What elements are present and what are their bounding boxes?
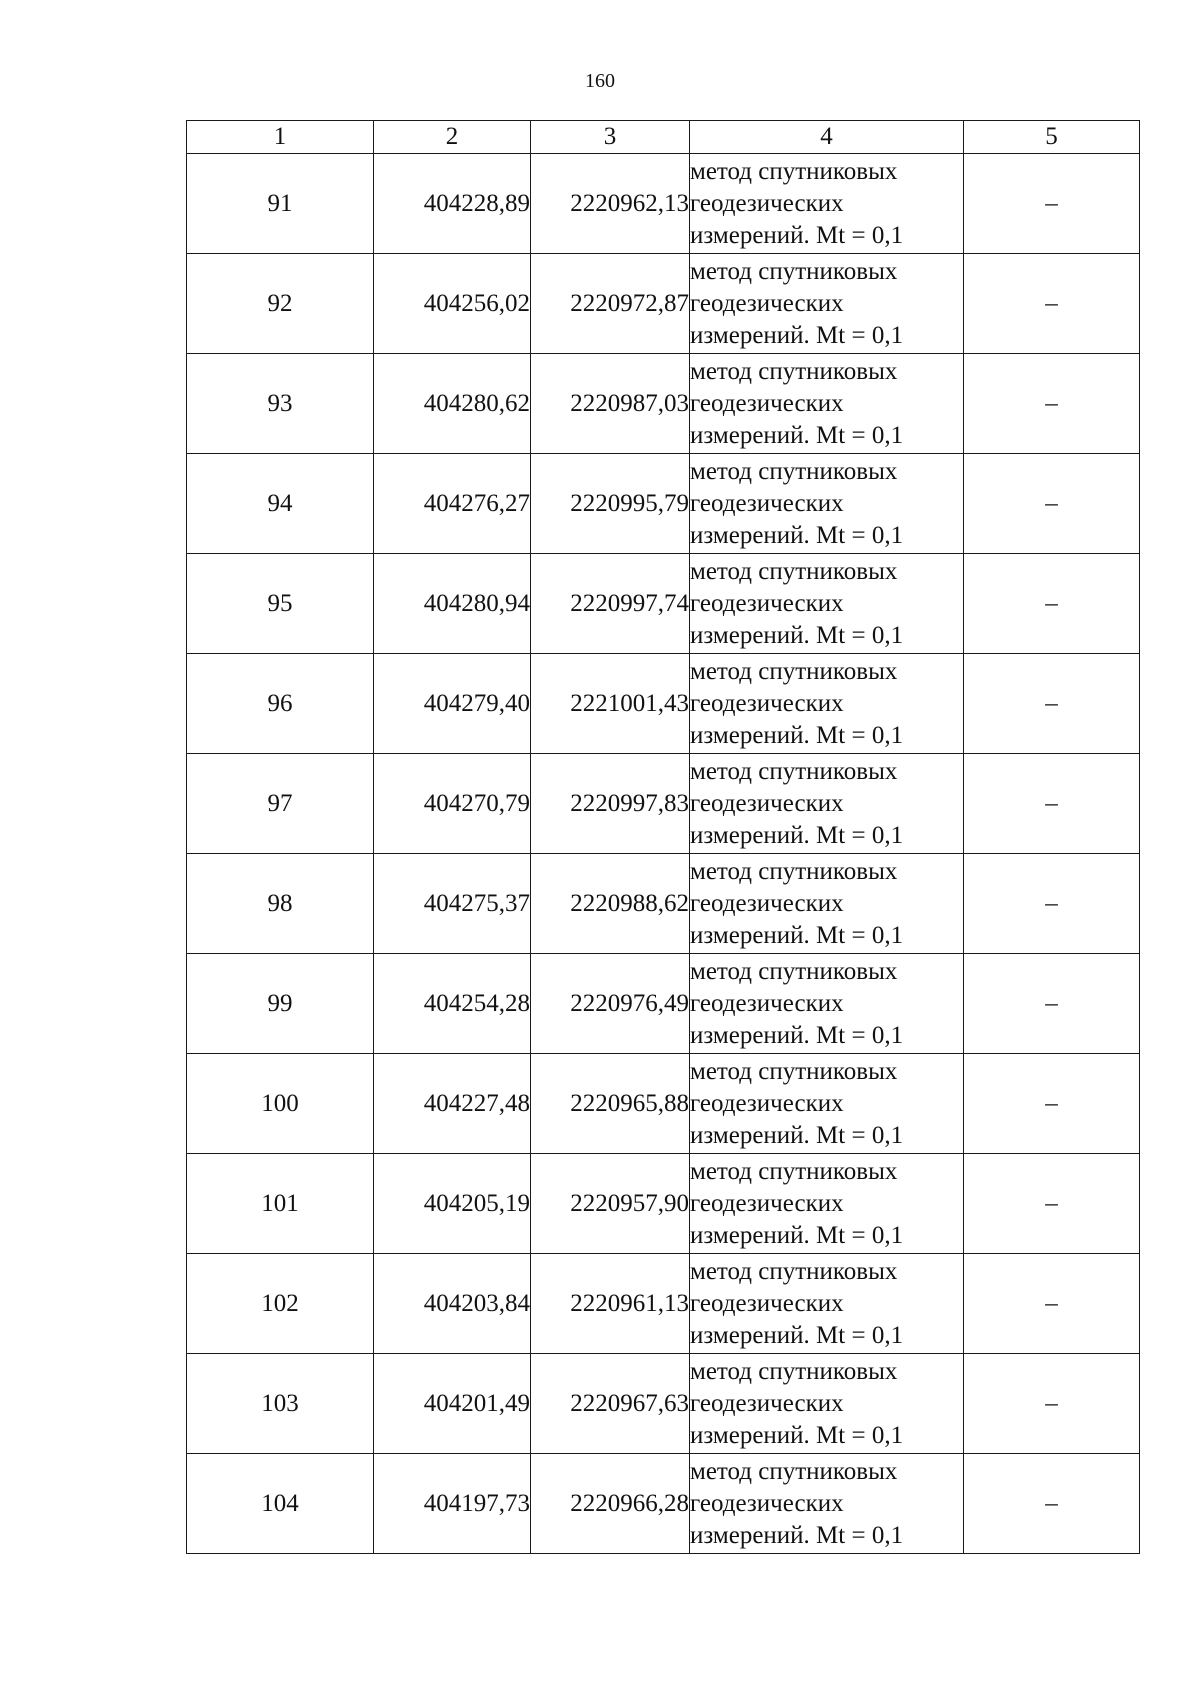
method-text-line: метод спутниковых (690, 1357, 898, 1385)
point-number-cell: 91 (187, 154, 374, 254)
point-number-cell: 99 (187, 954, 374, 1054)
description-cell: – (964, 1254, 1140, 1354)
coordinate-y-cell: 2220962,13 (531, 154, 690, 254)
method-cell (690, 1154, 964, 1254)
method-text-line: измерений. Mt = 0,1 (690, 221, 904, 249)
method-text-line: метод спутниковых (690, 257, 898, 285)
method-cell (690, 254, 964, 354)
method-text-line: измерений. Mt = 0,1 (690, 621, 904, 649)
point-number-cell: 101 (187, 1154, 374, 1254)
method-cell (690, 754, 964, 854)
method-text-line: измерений. Mt = 0,1 (690, 721, 904, 749)
method-text-line: геодезических (690, 989, 844, 1017)
description-cell: – (964, 654, 1140, 754)
method-cell (690, 854, 964, 954)
table-row (187, 254, 1140, 354)
method-cell (690, 554, 964, 654)
description-cell: – (964, 854, 1140, 954)
description-cell: – (964, 954, 1140, 1054)
table-row (187, 654, 1140, 754)
method-text-line: геодезических (690, 889, 844, 917)
coordinate-y-cell: 2220988,62 (531, 854, 690, 954)
method-text-line: метод спутниковых (690, 157, 898, 185)
method-cell (690, 654, 964, 754)
coordinate-x-cell: 404205,19 (374, 1154, 531, 1254)
method-text-line: измерений. Mt = 0,1 (690, 921, 904, 949)
table-row (187, 154, 1140, 254)
description-cell: – (964, 354, 1140, 454)
method-text-line: метод спутниковых (690, 657, 898, 685)
method-cell (690, 354, 964, 454)
coordinate-x-cell: 404280,94 (374, 554, 531, 654)
header-col-2: 2 (374, 121, 531, 154)
header-col-3: 3 (531, 121, 690, 154)
point-number-cell: 100 (187, 1054, 374, 1154)
method-text-line: измерений. Mt = 0,1 (690, 1321, 904, 1349)
method-text-line: метод спутниковых (690, 857, 898, 885)
method-cell (690, 454, 964, 554)
method-cell (690, 154, 964, 254)
method-text-line: метод спутниковых (690, 957, 898, 985)
method-text-line: геодезических (690, 589, 844, 617)
method-cell (690, 1454, 964, 1554)
coordinate-y-cell: 2221001,43 (531, 654, 690, 754)
method-text-line: геодезических (690, 289, 844, 317)
table-row (187, 1354, 1140, 1454)
point-number-cell: 94 (187, 454, 374, 554)
coordinate-x-cell: 404280,62 (374, 354, 531, 454)
point-number-cell: 96 (187, 654, 374, 754)
coordinate-y-cell: 2220961,13 (531, 1254, 690, 1354)
table-row (187, 454, 1140, 554)
point-number-cell: 104 (187, 1454, 374, 1554)
point-number-cell: 95 (187, 554, 374, 654)
coordinate-y-cell: 2220967,63 (531, 1354, 690, 1454)
table-row (187, 1454, 1140, 1554)
description-cell: – (964, 1354, 1140, 1454)
table-row (187, 754, 1140, 854)
point-number-cell: 97 (187, 754, 374, 854)
description-cell: – (964, 154, 1140, 254)
coordinate-y-cell: 2220972,87 (531, 254, 690, 354)
coordinate-x-cell: 404270,79 (374, 754, 531, 854)
coordinate-y-cell: 2220976,49 (531, 954, 690, 1054)
method-text-line: геодезических (690, 1189, 844, 1217)
table-row (187, 1254, 1140, 1354)
coordinates-table (186, 120, 1140, 1554)
coordinate-y-cell: 2220957,90 (531, 1154, 690, 1254)
method-text-line: измерений. Mt = 0,1 (690, 1121, 904, 1149)
method-text-line: метод спутниковых (690, 557, 898, 585)
method-text-line: геодезических (690, 789, 844, 817)
point-number-cell: 103 (187, 1354, 374, 1454)
method-text-line: геодезических (690, 1489, 844, 1517)
coordinate-y-cell: 2220995,79 (531, 454, 690, 554)
point-number-cell: 93 (187, 354, 374, 454)
coordinate-x-cell: 404275,37 (374, 854, 531, 954)
coordinate-y-cell: 2220997,83 (531, 754, 690, 854)
description-cell: – (964, 454, 1140, 554)
method-text-line: измерений. Mt = 0,1 (690, 821, 904, 849)
method-text-line: геодезических (690, 389, 844, 417)
point-number-cell: 102 (187, 1254, 374, 1354)
description-cell: – (964, 1154, 1140, 1254)
page-number: 160 (585, 70, 615, 92)
method-text-line: измерений. Mt = 0,1 (690, 1521, 904, 1549)
table-row (187, 354, 1140, 454)
coordinate-y-cell: 2220987,03 (531, 354, 690, 454)
coordinate-x-cell: 404279,40 (374, 654, 531, 754)
method-text-line: измерений. Mt = 0,1 (690, 521, 904, 549)
coordinate-x-cell: 404276,27 (374, 454, 531, 554)
method-text-line: измерений. Mt = 0,1 (690, 1221, 904, 1249)
coordinate-x-cell: 404256,02 (374, 254, 531, 354)
table-row (187, 1154, 1140, 1254)
table-row (187, 854, 1140, 954)
method-text-line: метод спутниковых (690, 1257, 898, 1285)
method-text-line: метод спутниковых (690, 1457, 898, 1485)
table-row (187, 554, 1140, 654)
coordinate-x-cell: 404254,28 (374, 954, 531, 1054)
header-col-5: 5 (964, 121, 1140, 154)
method-text-line: геодезических (690, 1389, 844, 1417)
point-number-cell: 98 (187, 854, 374, 954)
method-cell (690, 954, 964, 1054)
method-cell (690, 1054, 964, 1154)
table-body (187, 154, 1140, 1554)
description-cell: – (964, 1454, 1140, 1554)
header-col-4: 4 (690, 121, 964, 154)
coordinate-x-cell: 404197,73 (374, 1454, 531, 1554)
coordinate-x-cell: 404228,89 (374, 154, 531, 254)
table-row (187, 1054, 1140, 1154)
description-cell: – (964, 554, 1140, 654)
coordinate-x-cell: 404201,49 (374, 1354, 531, 1454)
method-cell (690, 1354, 964, 1454)
coordinate-y-cell: 2220997,74 (531, 554, 690, 654)
method-text-line: измерений. Mt = 0,1 (690, 321, 904, 349)
point-number-cell: 92 (187, 254, 374, 354)
method-text-line: геодезических (690, 1289, 844, 1317)
table-header-row (187, 121, 1140, 154)
method-text-line: геодезических (690, 189, 844, 217)
method-text-line: измерений. Mt = 0,1 (690, 1021, 904, 1049)
description-cell: – (964, 754, 1140, 854)
method-text-line: метод спутниковых (690, 457, 898, 485)
coordinate-y-cell: 2220966,28 (531, 1454, 690, 1554)
method-text-line: геодезических (690, 1089, 844, 1117)
coordinate-x-cell: 404227,48 (374, 1054, 531, 1154)
coordinate-x-cell: 404203,84 (374, 1254, 531, 1354)
table-row (187, 954, 1140, 1054)
method-text-line: метод спутниковых (690, 357, 898, 385)
method-cell (690, 1254, 964, 1354)
method-text-line: метод спутниковых (690, 757, 898, 785)
coordinate-y-cell: 2220965,88 (531, 1054, 690, 1154)
method-text-line: геодезических (690, 689, 844, 717)
method-text-line: измерений. Mt = 0,1 (690, 421, 904, 449)
description-cell: – (964, 1054, 1140, 1154)
header-col-1: 1 (187, 121, 374, 154)
method-text-line: метод спутниковых (690, 1157, 898, 1185)
method-text-line: геодезических (690, 489, 844, 517)
method-text-line: измерений. Mt = 0,1 (690, 1421, 904, 1449)
description-cell: – (964, 254, 1140, 354)
method-text-line: метод спутниковых (690, 1057, 898, 1085)
